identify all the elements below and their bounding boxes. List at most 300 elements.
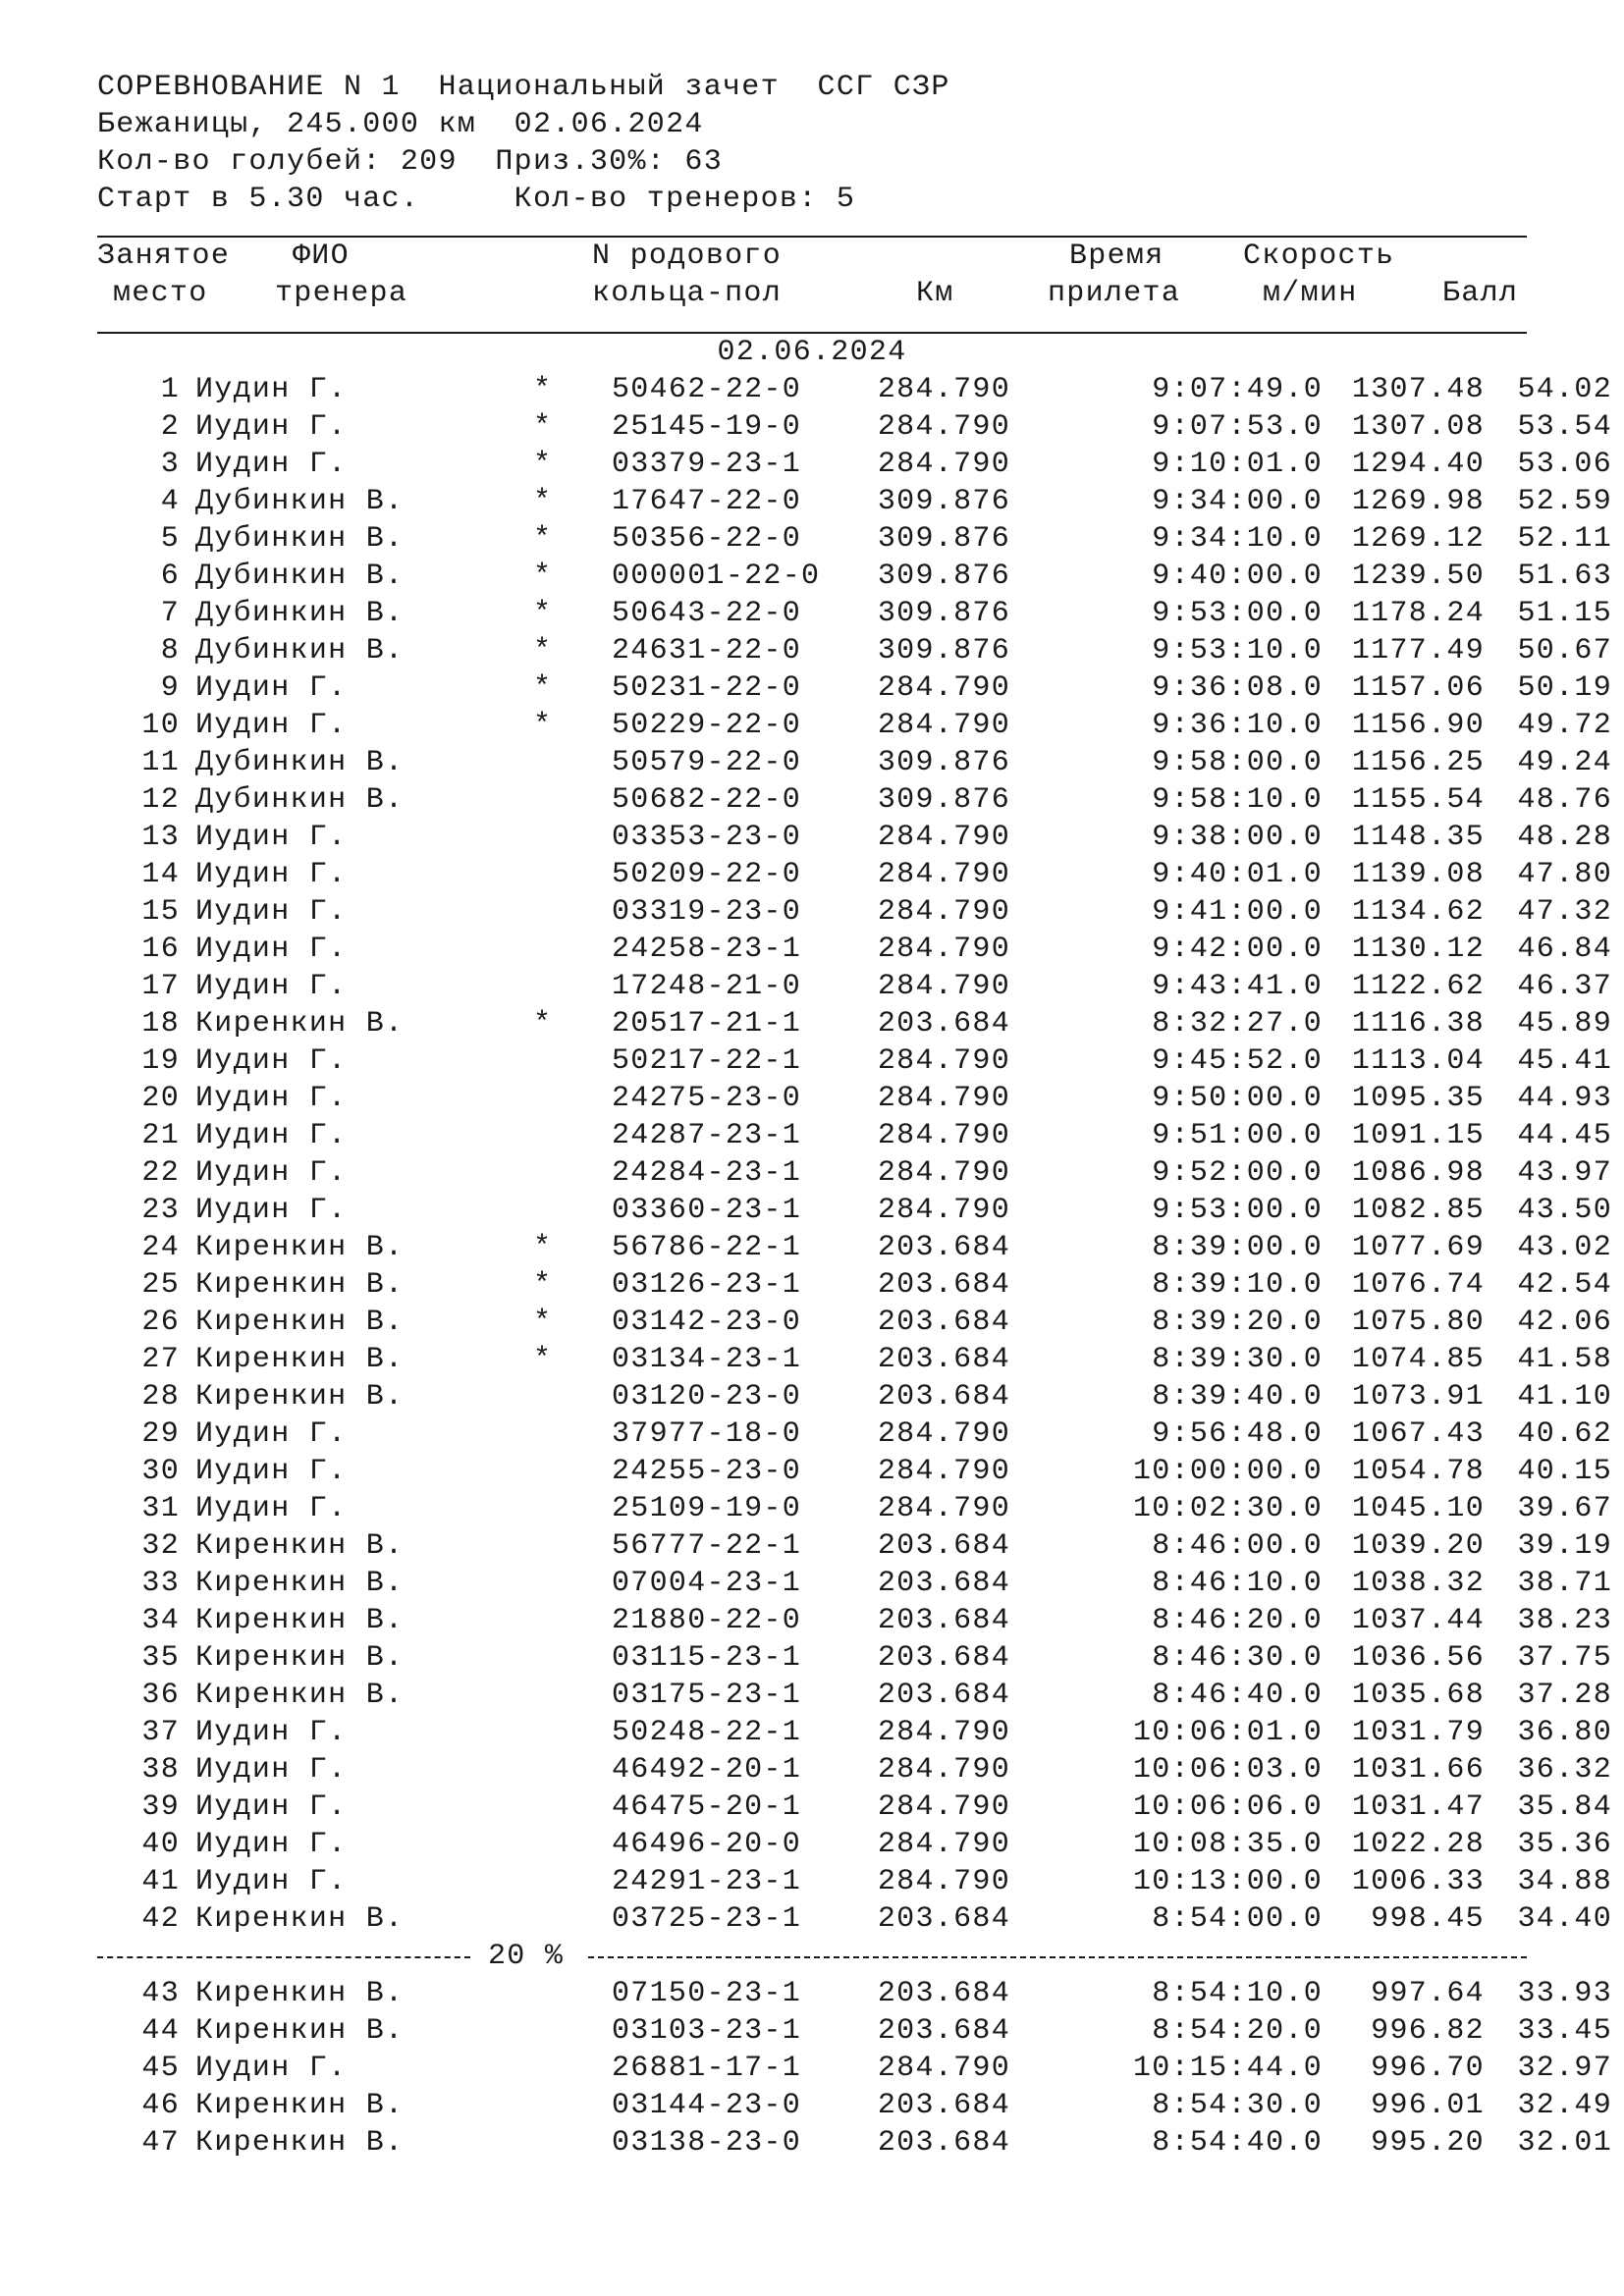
row-distance-km: 203.684 <box>877 2014 1010 2048</box>
row-arrival-time: 9:40:01.0 <box>1152 858 1323 891</box>
row-ring-number: 07150-23-1 <box>612 1977 802 2010</box>
row-place: 41 <box>141 1865 180 1898</box>
row-speed: 996.70 <box>1371 2052 1485 2085</box>
row-ring-number: 24258-23-1 <box>612 933 802 966</box>
row-distance-km: 203.684 <box>877 1679 1010 1712</box>
row-ring-number: 03142-23-0 <box>612 1306 802 1339</box>
col-name-line2: тренера <box>275 277 408 310</box>
row-speed: 995.20 <box>1371 2126 1485 2160</box>
row-score: 46.84 <box>1517 933 1612 966</box>
row-distance-km: 284.790 <box>877 410 1010 444</box>
row-ring-number: 46496-20-0 <box>612 1828 802 1861</box>
results-table <box>97 371 1612 2162</box>
row-arrival-time: 9:41:00.0 <box>1152 895 1323 929</box>
row-score: 43.97 <box>1517 1156 1612 1190</box>
row-speed: 1239.50 <box>1351 560 1485 593</box>
row-ring-number: 46475-20-1 <box>612 1790 802 1824</box>
row-ring-number: 25145-19-0 <box>612 410 802 444</box>
row-speed: 1113.04 <box>1351 1044 1485 1078</box>
row-score: 44.45 <box>1517 1119 1612 1152</box>
row-arrival-time: 8:39:20.0 <box>1152 1306 1323 1339</box>
row-score: 43.50 <box>1517 1194 1612 1227</box>
row-distance-km: 284.790 <box>877 1716 1010 1749</box>
row-speed: 1073.91 <box>1351 1380 1485 1414</box>
row-trainer-name: Иудин Г. <box>195 1716 348 1749</box>
row-arrival-time: 8:46:30.0 <box>1152 1641 1323 1675</box>
row-place: 22 <box>141 1156 180 1190</box>
row-arrival-time: 9:58:00.0 <box>1152 746 1323 779</box>
row-speed: 996.01 <box>1371 2089 1485 2122</box>
table-row <box>97 483 1612 520</box>
row-speed: 1075.80 <box>1351 1306 1485 1339</box>
row-place: 33 <box>141 1567 180 1600</box>
row-speed: 1116.38 <box>1351 1007 1485 1041</box>
row-arrival-time: 9:50:00.0 <box>1152 1082 1323 1115</box>
row-arrival-time: 9:36:08.0 <box>1152 671 1323 705</box>
row-arrival-time: 8:32:27.0 <box>1152 1007 1323 1041</box>
row-trainer-name: Киренкин В. <box>195 1306 405 1339</box>
row-trainer-name: Дубинкин В. <box>195 746 405 779</box>
row-trainer-name: Иудин Г. <box>195 1790 348 1824</box>
row-distance-km: 203.684 <box>877 1529 1010 1563</box>
row-speed: 1037.44 <box>1351 1604 1485 1637</box>
row-arrival-time: 8:46:10.0 <box>1152 1567 1323 1600</box>
row-trainer-name: Иудин Г. <box>195 970 348 1003</box>
row-distance-km: 284.790 <box>877 933 1010 966</box>
row-score: 38.71 <box>1517 1567 1612 1600</box>
row-speed: 1307.08 <box>1351 410 1485 444</box>
row-trainer-name: Иудин Г. <box>195 1753 348 1787</box>
row-arrival-time: 8:39:40.0 <box>1152 1380 1323 1414</box>
table-row <box>97 1677 1612 1714</box>
row-score: 48.76 <box>1517 783 1612 817</box>
row-place: 26 <box>141 1306 180 1339</box>
row-distance-km: 284.790 <box>877 858 1010 891</box>
row-ring-number: 50209-22-0 <box>612 858 802 891</box>
row-trainer-name: Киренкин В. <box>195 1641 405 1675</box>
row-trainer-name: Киренкин В. <box>195 1902 405 1936</box>
row-score: 41.10 <box>1517 1380 1612 1414</box>
row-score: 44.93 <box>1517 1082 1612 1115</box>
row-arrival-time: 9:52:00.0 <box>1152 1156 1323 1190</box>
table-row <box>97 1341 1612 1378</box>
row-trainer-name: Киренкин В. <box>195 1231 405 1264</box>
row-speed: 996.82 <box>1371 2014 1485 2048</box>
row-distance-km: 203.684 <box>877 1902 1010 1936</box>
row-distance-km: 309.876 <box>877 634 1010 667</box>
row-star-mark: * <box>533 597 553 630</box>
row-distance-km: 203.684 <box>877 1268 1010 1302</box>
row-score: 39.19 <box>1517 1529 1612 1563</box>
row-place: 39 <box>141 1790 180 1824</box>
row-speed: 1038.32 <box>1351 1567 1485 1600</box>
row-distance-km: 203.684 <box>877 1604 1010 1637</box>
row-place: 47 <box>141 2126 180 2160</box>
row-speed: 1045.10 <box>1351 1492 1485 1525</box>
row-distance-km: 284.790 <box>877 895 1010 929</box>
table-row <box>97 744 1612 781</box>
row-arrival-time: 9:43:41.0 <box>1152 970 1323 1003</box>
row-trainer-name: Иудин Г. <box>195 1417 348 1451</box>
row-place: 28 <box>141 1380 180 1414</box>
row-score: 51.15 <box>1517 597 1612 630</box>
row-trainer-name: Иудин Г. <box>195 2052 348 2085</box>
row-ring-number: 17647-22-0 <box>612 485 802 518</box>
row-arrival-time: 9:40:00.0 <box>1152 560 1323 593</box>
row-score: 49.72 <box>1517 709 1612 742</box>
row-score: 47.32 <box>1517 895 1612 929</box>
row-score: 49.24 <box>1517 746 1612 779</box>
row-distance-km: 284.790 <box>877 1156 1010 1190</box>
row-ring-number: 03353-23-0 <box>612 821 802 854</box>
row-star-mark: * <box>533 1231 553 1264</box>
row-place: 13 <box>141 821 180 854</box>
row-ring-number: 50248-22-1 <box>612 1716 802 1749</box>
row-distance-km: 203.684 <box>877 1231 1010 1264</box>
row-ring-number: 50356-22-0 <box>612 522 802 556</box>
row-speed: 1177.49 <box>1351 634 1485 667</box>
row-distance-km: 284.790 <box>877 1455 1010 1488</box>
table-row <box>97 1005 1612 1042</box>
table-row <box>97 1789 1612 1826</box>
row-place: 19 <box>141 1044 180 1078</box>
row-speed: 1269.98 <box>1351 485 1485 518</box>
row-trainer-name: Иудин Г. <box>195 821 348 854</box>
table-row <box>97 1751 1612 1789</box>
row-ring-number: 50579-22-0 <box>612 746 802 779</box>
row-ring-number: 03120-23-0 <box>612 1380 802 1414</box>
row-star-mark: * <box>533 522 553 556</box>
race-date: 02.06.2024 <box>717 336 907 369</box>
row-ring-number: 50217-22-1 <box>612 1044 802 1078</box>
row-trainer-name: Иудин Г. <box>195 858 348 891</box>
row-score: 51.63 <box>1517 560 1612 593</box>
row-ring-number: 26881-17-1 <box>612 2052 802 2085</box>
row-arrival-time: 8:46:20.0 <box>1152 1604 1323 1637</box>
row-trainer-name: Иудин Г. <box>195 709 348 742</box>
row-place: 6 <box>160 560 180 593</box>
row-speed: 1307.48 <box>1351 373 1485 406</box>
table-row <box>97 1975 1612 2012</box>
row-distance-km: 284.790 <box>877 970 1010 1003</box>
col-speed-line2: м/мин <box>1263 277 1358 310</box>
row-distance-km: 309.876 <box>877 597 1010 630</box>
row-star-mark: * <box>533 410 553 444</box>
row-arrival-time: 9:34:10.0 <box>1152 522 1323 556</box>
row-speed: 1074.85 <box>1351 1343 1485 1376</box>
row-score: 33.93 <box>1517 1977 1612 2010</box>
row-star-mark: * <box>533 671 553 705</box>
row-place: 40 <box>141 1828 180 1861</box>
row-score: 35.84 <box>1517 1790 1612 1824</box>
row-place: 32 <box>141 1529 180 1563</box>
col-name-line1: ФИО <box>293 240 350 273</box>
row-score: 45.41 <box>1517 1044 1612 1078</box>
row-place: 3 <box>160 448 180 481</box>
table-row <box>97 1415 1612 1453</box>
row-arrival-time: 9:53:00.0 <box>1152 1194 1323 1227</box>
pigeon-count: Кол-во голубей: 209 Приз.30%: 63 <box>97 145 723 179</box>
row-speed: 1031.47 <box>1351 1790 1485 1824</box>
row-ring-number: 03134-23-1 <box>612 1343 802 1376</box>
row-score: 35.36 <box>1517 1828 1612 1861</box>
row-arrival-time: 10:15:44.0 <box>1132 2052 1323 2085</box>
row-star-mark: * <box>533 1343 553 1376</box>
row-arrival-time: 9:10:01.0 <box>1152 448 1323 481</box>
row-speed: 1006.33 <box>1351 1865 1485 1898</box>
row-trainer-name: Иудин Г. <box>195 448 348 481</box>
row-place: 12 <box>141 783 180 817</box>
table-row <box>97 1117 1612 1154</box>
row-speed: 1082.85 <box>1351 1194 1485 1227</box>
row-trainer-name: Киренкин В. <box>195 2089 405 2122</box>
row-place: 34 <box>141 1604 180 1637</box>
row-star-mark: * <box>533 709 553 742</box>
row-speed: 1130.12 <box>1351 933 1485 966</box>
table-row <box>97 520 1612 558</box>
row-place: 25 <box>141 1268 180 1302</box>
row-score: 54.02 <box>1517 373 1612 406</box>
row-ring-number: 000001-22-0 <box>612 560 821 593</box>
row-score: 33.45 <box>1517 2014 1612 2048</box>
col-km: Км <box>916 277 954 310</box>
row-trainer-name: Киренкин В. <box>195 1007 405 1041</box>
row-distance-km: 203.684 <box>877 1306 1010 1339</box>
row-arrival-time: 8:39:30.0 <box>1152 1343 1323 1376</box>
row-arrival-time: 10:13:00.0 <box>1132 1865 1323 1898</box>
row-distance-km: 309.876 <box>877 560 1010 593</box>
row-distance-km: 203.684 <box>877 1343 1010 1376</box>
row-trainer-name: Дубинкин В. <box>195 560 405 593</box>
row-distance-km: 309.876 <box>877 485 1010 518</box>
row-distance-km: 284.790 <box>877 1194 1010 1227</box>
table-row <box>97 1378 1612 1415</box>
row-score: 50.67 <box>1517 634 1612 667</box>
table-row <box>97 2012 1612 2050</box>
row-arrival-time: 9:53:10.0 <box>1152 634 1323 667</box>
col-time-line1: Время <box>1069 240 1164 273</box>
row-score: 37.75 <box>1517 1641 1612 1675</box>
table-row <box>97 632 1612 669</box>
row-score: 46.37 <box>1517 970 1612 1003</box>
table-row <box>97 1266 1612 1304</box>
row-distance-km: 203.684 <box>877 2089 1010 2122</box>
row-ring-number: 24284-23-1 <box>612 1156 802 1190</box>
row-trainer-name: Иудин Г. <box>195 1865 348 1898</box>
table-row <box>97 1453 1612 1490</box>
col-place-line1: Занятое <box>97 240 231 273</box>
row-arrival-time: 9:07:53.0 <box>1152 410 1323 444</box>
row-speed: 1157.06 <box>1351 671 1485 705</box>
row-distance-km: 309.876 <box>877 746 1010 779</box>
row-arrival-time: 8:39:00.0 <box>1152 1231 1323 1264</box>
row-ring-number: 50229-22-0 <box>612 709 802 742</box>
row-place: 2 <box>160 410 180 444</box>
row-place: 8 <box>160 634 180 667</box>
row-score: 43.02 <box>1517 1231 1612 1264</box>
row-ring-number: 07004-23-1 <box>612 1567 802 1600</box>
row-speed: 1178.24 <box>1351 597 1485 630</box>
row-place: 42 <box>141 1902 180 1936</box>
row-score: 41.58 <box>1517 1343 1612 1376</box>
row-distance-km: 203.684 <box>877 1007 1010 1041</box>
row-speed: 1269.12 <box>1351 522 1485 556</box>
row-distance-km: 203.684 <box>877 1380 1010 1414</box>
table-row <box>97 408 1612 446</box>
row-place: 46 <box>141 2089 180 2122</box>
separator-dash-right <box>588 1956 1527 1958</box>
row-distance-km: 284.790 <box>877 671 1010 705</box>
row-place: 27 <box>141 1343 180 1376</box>
row-trainer-name: Киренкин В. <box>195 1604 405 1637</box>
row-arrival-time: 9:56:48.0 <box>1152 1417 1323 1451</box>
row-speed: 1076.74 <box>1351 1268 1485 1302</box>
row-score: 34.40 <box>1517 1902 1612 1936</box>
separator-label: 20 % <box>488 1940 565 1973</box>
row-speed: 1294.40 <box>1351 448 1485 481</box>
row-trainer-name: Дубинкин В. <box>195 783 405 817</box>
row-speed: 1031.79 <box>1351 1716 1485 1749</box>
row-arrival-time: 8:39:10.0 <box>1152 1268 1323 1302</box>
table-row <box>97 1714 1612 1751</box>
row-place: 20 <box>141 1082 180 1115</box>
row-speed: 1022.28 <box>1351 1828 1485 1861</box>
row-trainer-name: Иудин Г. <box>195 1492 348 1525</box>
row-place: 24 <box>141 1231 180 1264</box>
table-row <box>97 1527 1612 1565</box>
row-trainer-name: Киренкин В. <box>195 1679 405 1712</box>
row-speed: 1039.20 <box>1351 1529 1485 1563</box>
col-place-line2: место <box>113 277 208 310</box>
row-score: 36.80 <box>1517 1716 1612 1749</box>
row-ring-number: 46492-20-1 <box>612 1753 802 1787</box>
table-row <box>97 1639 1612 1677</box>
row-arrival-time: 9:53:00.0 <box>1152 597 1323 630</box>
row-place: 44 <box>141 2014 180 2048</box>
row-trainer-name: Иудин Г. <box>195 895 348 929</box>
row-trainer-name: Дубинкин В. <box>195 597 405 630</box>
row-arrival-time: 9:58:10.0 <box>1152 783 1323 817</box>
row-place: 1 <box>160 373 180 406</box>
percent-separator <box>97 1938 1541 1975</box>
row-trainer-name: Иудин Г. <box>195 1119 348 1152</box>
table-row <box>97 371 1612 408</box>
row-trainer-name: Иудин Г. <box>195 933 348 966</box>
row-score: 52.11 <box>1517 522 1612 556</box>
row-speed: 1148.35 <box>1351 821 1485 854</box>
row-arrival-time: 10:02:30.0 <box>1132 1492 1323 1525</box>
row-trainer-name: Иудин Г. <box>195 373 348 406</box>
row-arrival-time: 9:36:10.0 <box>1152 709 1323 742</box>
row-distance-km: 284.790 <box>877 1417 1010 1451</box>
col-speed-line1: Скорость <box>1243 240 1395 273</box>
row-arrival-time: 10:08:35.0 <box>1132 1828 1323 1861</box>
table-row <box>97 558 1612 595</box>
row-score: 40.62 <box>1517 1417 1612 1451</box>
row-ring-number: 17248-21-0 <box>612 970 802 1003</box>
row-arrival-time: 10:06:01.0 <box>1132 1716 1323 1749</box>
row-place: 45 <box>141 2052 180 2085</box>
row-score: 32.97 <box>1517 2052 1612 2085</box>
row-ring-number: 03360-23-1 <box>612 1194 802 1227</box>
row-ring-number: 50682-22-0 <box>612 783 802 817</box>
row-score: 32.01 <box>1517 2126 1612 2160</box>
row-arrival-time: 10:06:06.0 <box>1132 1790 1323 1824</box>
row-distance-km: 284.790 <box>877 1828 1010 1861</box>
table-row <box>97 1304 1612 1341</box>
row-star-mark: * <box>533 560 553 593</box>
row-arrival-time: 9:42:00.0 <box>1152 933 1323 966</box>
row-place: 14 <box>141 858 180 891</box>
row-arrival-time: 8:54:00.0 <box>1152 1902 1323 1936</box>
row-arrival-time: 10:06:03.0 <box>1132 1753 1323 1787</box>
row-ring-number: 50462-22-0 <box>612 373 802 406</box>
row-distance-km: 284.790 <box>877 1082 1010 1115</box>
row-distance-km: 203.684 <box>877 1977 1010 2010</box>
row-trainer-name: Киренкин В. <box>195 1268 405 1302</box>
row-distance-km: 309.876 <box>877 522 1010 556</box>
row-ring-number: 03103-23-1 <box>612 2014 802 2048</box>
row-place: 16 <box>141 933 180 966</box>
table-row <box>97 968 1612 1005</box>
row-score: 53.54 <box>1517 410 1612 444</box>
row-trainer-name: Киренкин В. <box>195 1380 405 1414</box>
row-score: 40.15 <box>1517 1455 1612 1488</box>
row-ring-number: 24291-23-1 <box>612 1865 802 1898</box>
row-trainer-name: Иудин Г. <box>195 1082 348 1115</box>
row-place: 23 <box>141 1194 180 1227</box>
row-trainer-name: Иудин Г. <box>195 671 348 705</box>
row-score: 53.06 <box>1517 448 1612 481</box>
row-score: 47.80 <box>1517 858 1612 891</box>
row-speed: 1156.90 <box>1351 709 1485 742</box>
table-row <box>97 2124 1612 2162</box>
row-ring-number: 21880-22-0 <box>612 1604 802 1637</box>
row-speed: 1067.43 <box>1351 1417 1485 1451</box>
row-place: 36 <box>141 1679 180 1712</box>
row-trainer-name: Дубинкин В. <box>195 522 405 556</box>
row-speed: 1035.68 <box>1351 1679 1485 1712</box>
row-trainer-name: Дубинкин В. <box>195 634 405 667</box>
row-arrival-time: 9:45:52.0 <box>1152 1044 1323 1078</box>
row-speed: 998.45 <box>1371 1902 1485 1936</box>
row-star-mark: * <box>533 448 553 481</box>
row-trainer-name: Киренкин В. <box>195 1529 405 1563</box>
row-arrival-time: 10:00:00.0 <box>1132 1455 1323 1488</box>
row-place: 18 <box>141 1007 180 1041</box>
row-score: 38.23 <box>1517 1604 1612 1637</box>
row-place: 30 <box>141 1455 180 1488</box>
table-row <box>97 1565 1612 1602</box>
table-row <box>97 931 1612 968</box>
row-ring-number: 03725-23-1 <box>612 1902 802 1936</box>
row-place: 29 <box>141 1417 180 1451</box>
table-row <box>97 1042 1612 1080</box>
row-distance-km: 203.684 <box>877 1641 1010 1675</box>
row-arrival-time: 8:54:40.0 <box>1152 2126 1323 2160</box>
row-speed: 1091.15 <box>1351 1119 1485 1152</box>
row-arrival-time: 9:07:49.0 <box>1152 373 1323 406</box>
row-ring-number: 03126-23-1 <box>612 1268 802 1302</box>
row-star-mark: * <box>533 1306 553 1339</box>
row-trainer-name: Киренкин В. <box>195 1343 405 1376</box>
row-distance-km: 284.790 <box>877 1492 1010 1525</box>
row-speed: 1155.54 <box>1351 783 1485 817</box>
row-trainer-name: Иудин Г. <box>195 1044 348 1078</box>
row-place: 17 <box>141 970 180 1003</box>
row-trainer-name: Киренкин В. <box>195 2014 405 2048</box>
row-score: 34.88 <box>1517 1865 1612 1898</box>
